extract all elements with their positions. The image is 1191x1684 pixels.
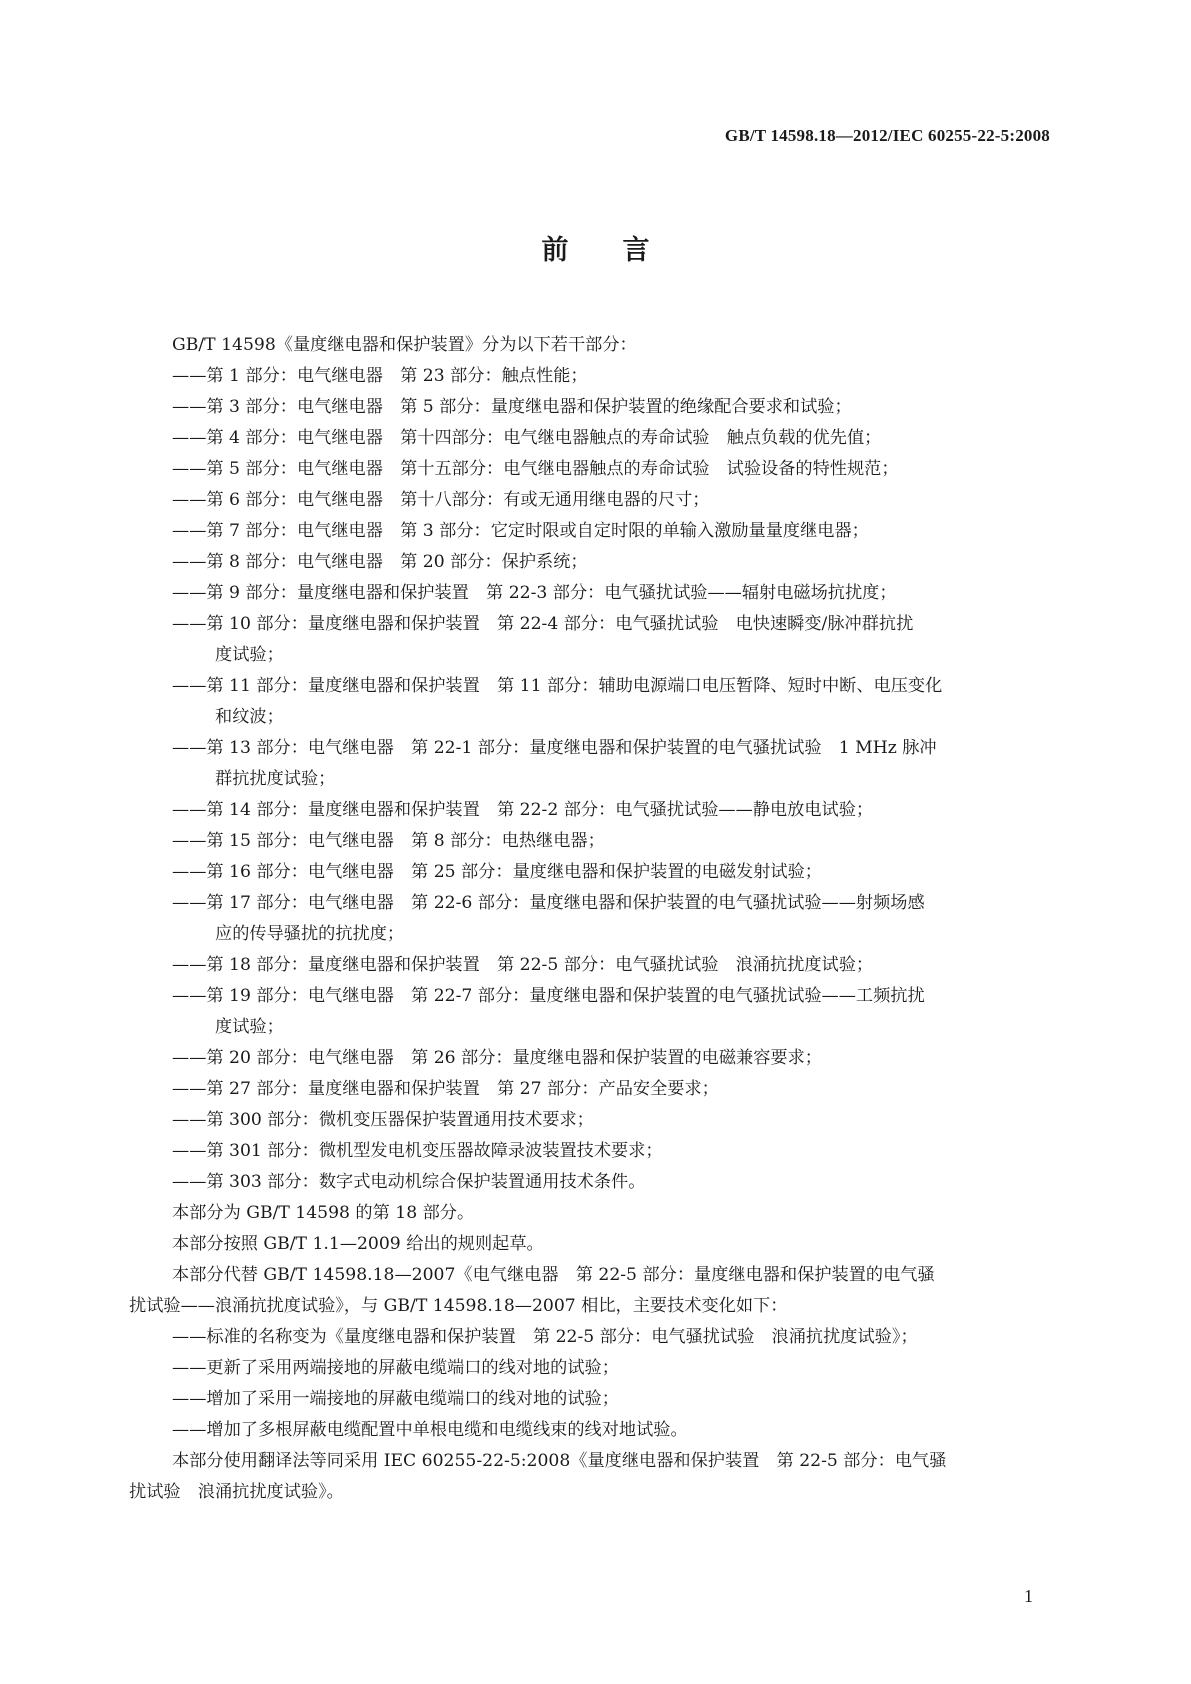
text-line: 应的传导骚扰的抗扰度；	[215, 924, 405, 944]
text-line: ——第 303 部分：数字式电动机综合保护装置通用技术条件。	[172, 1172, 646, 1192]
text-line: ——第 9 部分：量度继电器和保护装置 第 22-3 部分：电气骚扰试验——辐射电磁场抗扰度；	[172, 583, 897, 603]
text-line: 扰试验 浪涌抗扰度试验》。	[129, 1482, 344, 1502]
text-line: ——第 1 部分：电气继电器 第 23 部分：触点性能；	[172, 366, 588, 386]
text-line: ——第 15 部分：电气继电器 第 8 部分：电热继电器；	[172, 831, 605, 851]
text-line: ——第 4 部分：电气继电器 第十四部分：电气继电器触点的寿命试验 触点负载的优先值；	[172, 428, 882, 448]
text-line: 本部分为 GB/T 14598 的第 18 部分。	[172, 1203, 475, 1223]
text-line: ——第 19 部分：电气继电器 第 22-7 部分：量度继电器和保护装置的电气骚扰试验——工频抗扰	[172, 986, 925, 1006]
text-line: ——第 17 部分：电气继电器 第 22-6 部分：量度继电器和保护装置的电气骚扰试验——射频场感	[172, 893, 925, 913]
text-line: 群抗扰度试验；	[215, 769, 336, 789]
text-line: ——第 10 部分：量度继电器和保护装置 第 22-4 部分：电气骚扰试验 电快速瞬变/脉冲群抗扰	[172, 614, 914, 634]
text-line: ——第 7 部分：电气继电器 第 3 部分：它定时限或自定时限的单输入激励量量度继电器；	[172, 521, 869, 541]
text-line: 扰试验——浪涌抗扰度试验》，与 GB/T 14598.18—2007 相比，主要技术变化如下：	[129, 1296, 788, 1316]
text-line: ——第 8 部分：电气继电器 第 20 部分：保护系统；	[172, 552, 588, 572]
text-line: ——第 20 部分：电气继电器 第 26 部分：量度继电器和保护装置的电磁兼容要求；	[172, 1048, 822, 1068]
text-line: ——第 301 部分：微机型发电机变压器故障录波装置技术要求；	[172, 1141, 663, 1161]
text-line: ——第 300 部分：微机变压器保护装置通用技术要求；	[172, 1110, 594, 1130]
page-number: 1	[1024, 1586, 1033, 1606]
text-line: 和纹波；	[215, 707, 284, 727]
page-title: 前 言	[541, 235, 650, 266]
text-line: ——第 16 部分：电气继电器 第 25 部分：量度继电器和保护装置的电磁发射试验；	[172, 862, 822, 882]
text-line: GB/T 14598《量度继电器和保护装置》分为以下若干部分：	[172, 335, 637, 355]
text-line: ——第 27 部分：量度继电器和保护装置 第 27 部分：产品安全要求；	[172, 1079, 719, 1099]
text-line: 本部分使用翻译法等同采用 IEC 60255-22-5:2008《量度继电器和保护装置 第 22-5 部分：电气骚	[172, 1451, 947, 1471]
text-line: 本部分按照 GB/T 1.1—2009 给出的规则起草。	[172, 1234, 544, 1254]
text-line: ——第 13 部分：电气继电器 第 22-1 部分：量度继电器和保护装置的电气骚扰试验 1 MHz 脉冲	[172, 738, 937, 758]
text-line: ——更新了采用两端接地的屏蔽电缆端口的线对地的试验；	[172, 1358, 619, 1378]
text-line: ——第 5 部分：电气继电器 第十五部分：电气继电器触点的寿命试验 试验设备的特性规范；	[172, 459, 899, 479]
text-line: 本部分代替 GB/T 14598.18—2007《电气继电器 第 22-5 部分：量度继电器和保护装置的电气骚	[172, 1265, 935, 1285]
text-line: ——第 14 部分：量度继电器和保护装置 第 22-2 部分：电气骚扰试验——静电放电试验；	[172, 800, 874, 820]
text-line: ——第 3 部分：电气继电器 第 5 部分：量度继电器和保护装置的绝缘配合要求和试验；	[172, 397, 852, 417]
text-line: 度试验；	[215, 645, 284, 665]
text-line: ——标准的名称变为《量度继电器和保护装置 第 22-5 部分：电气骚扰试验 浪涌抗扰度试验》；	[172, 1327, 918, 1347]
document-number-header: GB/T 14598.18—2012/IEC 60255-22-5:2008	[724, 126, 1050, 145]
text-line: ——增加了采用一端接地的屏蔽电缆端口的线对地的试验；	[172, 1389, 619, 1409]
text-line: ——第 18 部分：量度继电器和保护装置 第 22-5 部分：电气骚扰试验 浪涌抗扰度试验；	[172, 955, 874, 975]
text-line: ——第 11 部分：量度继电器和保护装置 第 11 部分：辅助电源端口电压暂降、短时中断、电压变化	[172, 676, 943, 696]
text-line: ——增加了多根屏蔽电缆配置中单根电缆和电缆线束的线对地试验。	[172, 1420, 688, 1440]
document-body	[129, 330, 1052, 1508]
text-line: 度试验；	[215, 1017, 284, 1037]
text-line: ——第 6 部分：电气继电器 第十八部分：有或无通用继电器的尺寸；	[172, 490, 710, 510]
